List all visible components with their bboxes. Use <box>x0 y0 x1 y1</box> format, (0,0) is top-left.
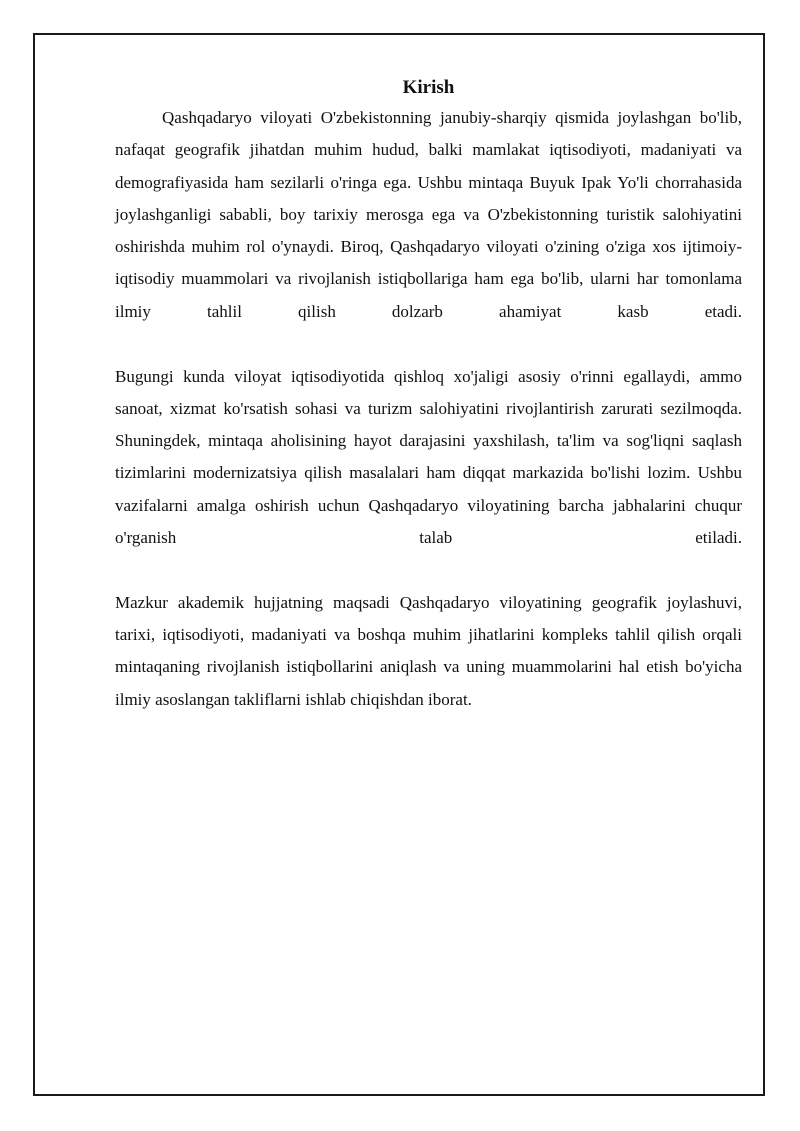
paragraph-spacer <box>115 328 742 361</box>
paragraph-intro: Qashqadaryo viloyati O'zbekistonning janubiy-sharqiy qismida joylashgan bo'lib, nafaqat geografik jihatdan muhim hudud, balki mamlakat iqtisodiyoti, madaniyati va demografiyasida ham sezilarli o'ringa ega. Ushbu mintaqa Buyuk Ipak Yo'li chorrahasida joylashganligi sababli, boy tarixiy merosga ega va O'zbekistonning turistik salohiyatini oshirishda muhim rol o'ynaydi. Biroq, Qashqadaryo viloyati o'zining o'ziga xos ijtimoiy-iqtisodiy muammolari va rivojlanish istiqbollariga ham ega bo'lib, ularni har tomonlama ilmiy tahlil qilish dolzarb ahamiyat kasb etadi. <box>115 108 742 321</box>
paragraph-purpose: Mazkur akademik hujjatning maqsadi Qashqadaryo viloyatining geografik joylashuvi, tarixi, iqtisodiyoti, madaniyati va boshqa muhim jihatlarini kompleks tahlil qilish orqali mintaqaning rivojlanish istiqbollarini aniqlash va uning muammolarini hal etish bo'yicha ilmiy asoslangan takliflarni ishlab chiqishdan iborat. <box>115 592 742 709</box>
paragraph-spacer <box>115 554 742 587</box>
document-title: Kirish <box>402 77 455 98</box>
paragraph-economy: Bugungi kunda viloyat iqtisodiyotida qishloq xo'jaligi asosiy o'rinni egallaydi, ammo sanoat, xizmat ko'rsatish sohasi va turizm salohiyatini rivojlantirish zarurati sezilmoqda. Shuningdek, mintaqa aholisining hayot darajasini yaxshilash, ta'lim va sog'liqni saqlash tizimlarini modernizatsiya qilish masalalari ham diqqat markazida bo'lishi lozim. Ushbu vazifalarni amalga oshirish uchun Qashqadaryo viloyatining barcha jabhalarini chuqur o'rganish talab etiladi. <box>115 366 742 548</box>
document-body <box>115 74 742 716</box>
